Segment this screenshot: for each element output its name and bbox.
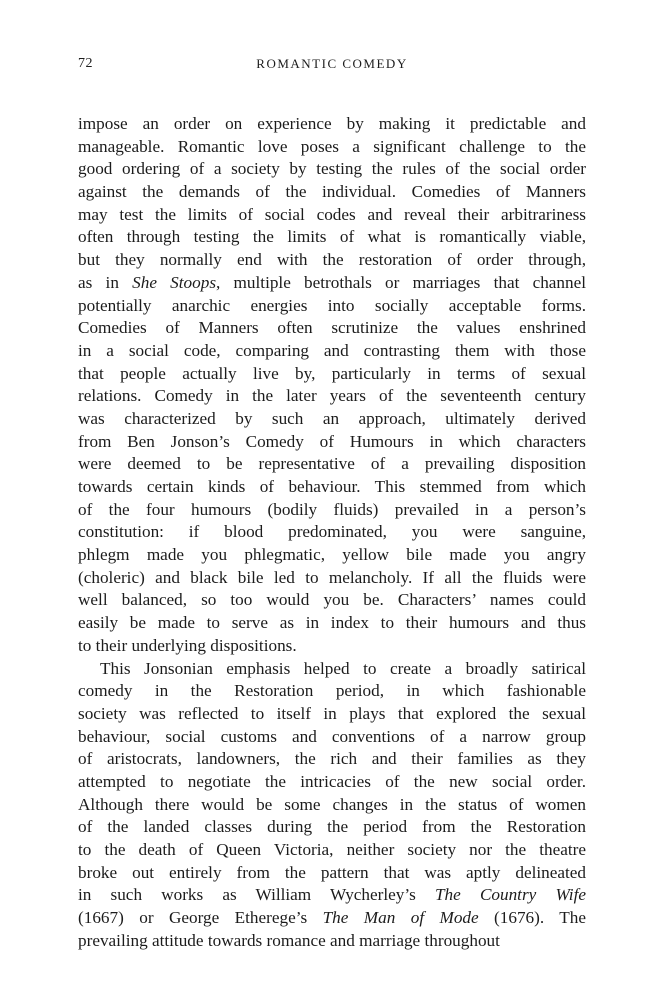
text-line: from Ben Jonson’s Comedy of Humours in which characters [78, 431, 586, 451]
text-line [78, 907, 586, 930]
paragraph-1 [78, 113, 586, 658]
text-line: of aristocrats, landowners, the rich and their families as they [78, 749, 586, 769]
text-line: well balanced, so too would you be. Characters’ names could [78, 590, 586, 610]
text-line: were deemed to be representative of a prevailing disposition [78, 454, 586, 474]
body-text [78, 113, 586, 952]
text-line: may test the limits of social codes and reveal their arbitrariness [78, 204, 586, 224]
text-line: phlegm made you phlegmatic, yellow bile made you angry [78, 545, 586, 565]
running-head [78, 56, 586, 78]
text-line: that people actually live by, particularly in terms of sexual [78, 363, 586, 383]
text-run: , multiple betrothals or marriages that channel [216, 272, 586, 292]
paragraph-2 [78, 658, 586, 953]
text-line: comedy in the Restoration period, in which fashionable [78, 681, 586, 701]
book-page [78, 0, 586, 997]
text-line: constitution: if blood predominated, you were sanguine, [78, 522, 586, 542]
text-line: to the death of Queen Victoria, neither society nor the theatre [78, 840, 586, 859]
text-run: (1667) or George Etherege’s [78, 908, 323, 928]
text-line: potentially anarchic energies into socially acceptable forms. [78, 295, 586, 315]
text-line: prevailing attitude towards romance and marriage throughout [78, 930, 500, 950]
running-title: ROMANTIC COMEDY [256, 56, 408, 71]
text-line: Comedies of Manners often scrutinize the values enshrined [78, 318, 586, 338]
text-run: as in [78, 272, 133, 292]
text-line: of the landed classes during the period from the Restoration [78, 817, 586, 837]
page-number: 72 [78, 56, 93, 71]
text-line: easily be made to serve as in index to their humours and thus [78, 613, 586, 633]
text-line: but they normally end with the restoration of order through, [78, 250, 586, 270]
text-line: good ordering of a society by testing the rules of the social order [78, 159, 586, 179]
text-line: towards certain kinds of behaviour. This stemmed from which [78, 477, 586, 496]
text-line [78, 884, 586, 907]
text-line: society was reflected to itself in plays that explored the sexual [78, 703, 586, 723]
italic-title: The Man of Mode [322, 908, 479, 928]
text-line: Although there would be some changes in the status of women [78, 794, 586, 814]
text-run: (1676). The [478, 908, 586, 928]
text-line: impose an order on experience by making it predictable and [78, 114, 586, 133]
text-line: often through testing the limits of what is romantically viable, [78, 227, 586, 247]
text-line: against the demands of the individual. Comedies of Manners [78, 182, 586, 202]
text-line: broke out entirely from the pattern that was aptly delineated [78, 862, 586, 882]
text-line [78, 272, 586, 295]
italic-title: She Stoops [132, 272, 217, 292]
text-line: attempted to negotiate the intricacies of the new social order. [78, 771, 586, 791]
text-line: of the four humours (bodily fluids) prevailed in a person’s [78, 499, 586, 519]
text-line: manageable. Romantic love poses a significant challenge to the [78, 136, 586, 156]
text-line: to their underlying dispositions. [78, 635, 297, 655]
text-line: was characterized by such an approach, ultimately derived [78, 408, 586, 428]
text-line: This Jonsonian emphasis helped to create a broadly satirical [100, 658, 586, 678]
text-run: in such works as William Wycherley’s [78, 885, 435, 905]
text-line: behaviour, social customs and conventions of a narrow group [78, 726, 586, 746]
text-line: relations. Comedy in the later years of the seventeenth century [78, 386, 586, 406]
text-line: in a social code, comparing and contrasting them with those [78, 340, 586, 360]
italic-title: The Country Wife [435, 885, 586, 905]
text-line: (choleric) and black bile led to melancholy. If all the fluids were [78, 567, 586, 587]
